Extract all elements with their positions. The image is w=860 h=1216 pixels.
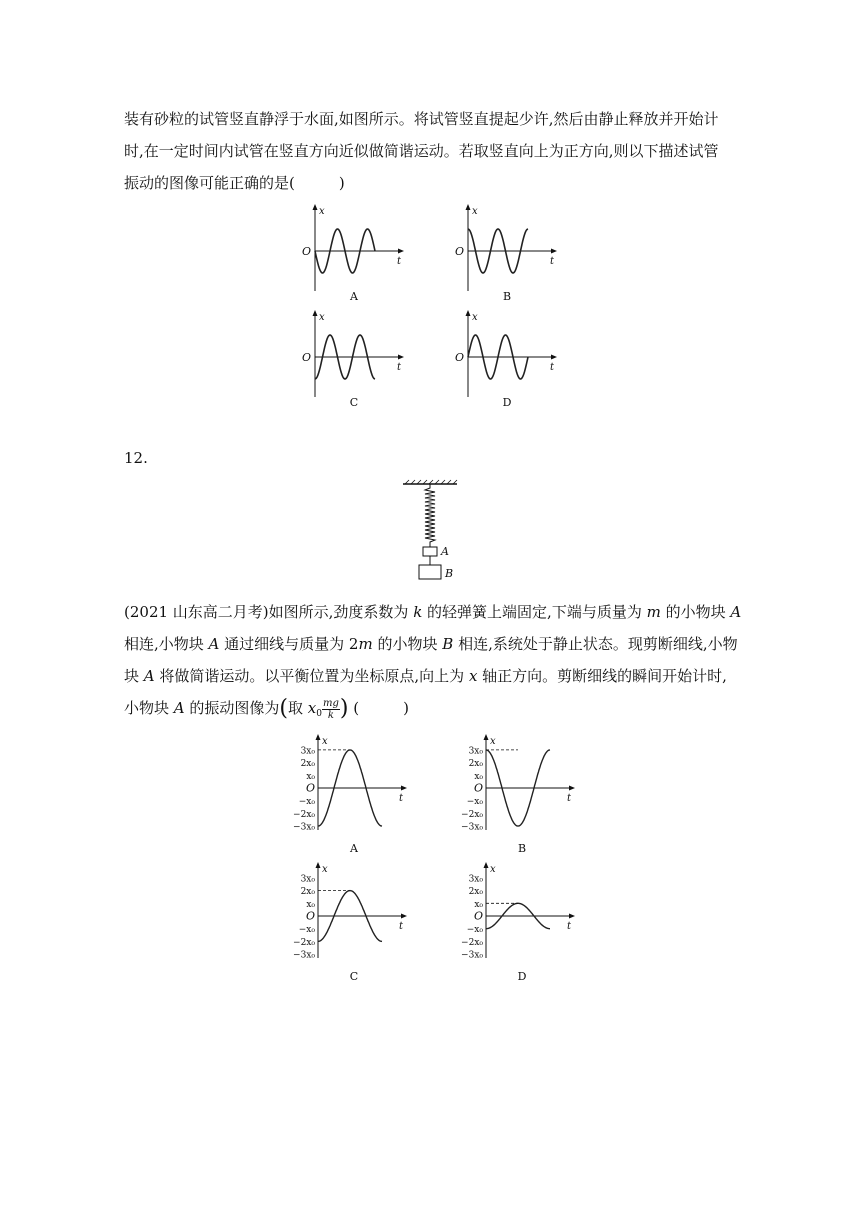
x-axis-label: t — [567, 793, 572, 804]
x-axis-label: t — [397, 362, 402, 373]
tick-label: −x₀ — [466, 797, 483, 808]
tick-label: 2x₀ — [468, 759, 483, 770]
q12-graph-a — [280, 734, 410, 854]
x-axis-label: t — [567, 921, 572, 932]
tick-label: O — [305, 781, 315, 795]
q12-k: k — [413, 603, 423, 621]
tick-label: 3x₀ — [468, 746, 483, 757]
x-axis-arrow — [551, 249, 557, 254]
q12-answer-close: ) — [403, 699, 409, 717]
label-a: A — [441, 545, 449, 558]
q12-l2a: 相连,小物块 — [124, 635, 209, 653]
q12-l2c: 的小物块 — [372, 635, 443, 653]
q11-line1: 装有砂粒的试管竖直静浮于水面,如图所示。将试管竖直提起少许,然后由静止释放并开始计 — [124, 110, 719, 128]
q12-l3c: 轴正方向。剪断细线的瞬间开始计时, — [477, 667, 727, 685]
y-axis-label: x — [322, 864, 328, 875]
q12-l2d: 相连,系统处于静止状态。现剪断细线,小物 — [453, 635, 738, 653]
q12-A1: A — [730, 603, 742, 621]
q12-frac-num: mg — [322, 697, 339, 709]
y-axis-arrow — [466, 204, 471, 210]
q12-l4a: 小物块 — [124, 699, 174, 717]
y-axis-arrow — [316, 734, 321, 740]
option-label: D — [517, 970, 527, 983]
tick-label: −x₀ — [466, 925, 483, 936]
tick-label: O — [305, 909, 315, 923]
q11-graph-b — [453, 204, 563, 304]
q12-stem — [124, 596, 744, 730]
option-label: A — [350, 842, 358, 855]
q12-open-paren: ( — [279, 696, 288, 721]
y-axis-arrow — [484, 862, 489, 868]
q11-stem — [124, 103, 744, 199]
q12-graph-b — [448, 734, 578, 854]
block-a — [423, 547, 437, 556]
y-axis-label: x — [319, 206, 325, 217]
q12-close-paren-big: ) — [339, 696, 349, 721]
y-axis-label: x — [472, 312, 478, 323]
x-axis-label: t — [550, 362, 555, 373]
tick-label: x₀ — [474, 771, 483, 782]
tick-label: −x₀ — [298, 925, 315, 936]
tick-label: O — [473, 781, 483, 795]
q12-B: B — [442, 635, 454, 653]
y-axis-arrow — [466, 310, 471, 316]
q12-graph-c — [280, 862, 410, 982]
q12-l1c: 的小物块 — [660, 603, 731, 621]
q12-l2b: 通过细线与质量为 2 — [219, 635, 359, 653]
q12-x: x — [468, 667, 478, 685]
q12-A4: A — [173, 699, 185, 717]
option-label: C — [349, 970, 359, 983]
x-axis-label: t — [397, 256, 402, 267]
q11-line3: 振动的图像可能正确的是( — [124, 174, 295, 192]
q12-number: 12. — [124, 449, 148, 467]
tick-label: 3x₀ — [468, 874, 483, 885]
tick-label: −2x₀ — [461, 937, 483, 948]
tick-label: −2x₀ — [461, 809, 483, 820]
tick-label: −2x₀ — [293, 809, 315, 820]
y-axis-label: x — [490, 864, 496, 875]
q11-graph-d — [453, 310, 563, 410]
tick-label: −3x₀ — [293, 822, 315, 833]
q12-fraction — [322, 698, 340, 721]
q12-A2: A — [208, 635, 220, 653]
origin-label: O — [455, 351, 465, 364]
q12-l3b: 将做简谐运动。以平衡位置为坐标原点,向上为 — [154, 667, 469, 685]
tick-label: 3x₀ — [300, 746, 315, 757]
q12-m: m — [646, 603, 661, 621]
x-axis-arrow — [569, 914, 575, 919]
tick-label: −3x₀ — [461, 950, 483, 961]
y-axis-arrow — [316, 862, 321, 868]
tick-label: x₀ — [306, 771, 315, 782]
tick-label: x₀ — [306, 899, 315, 910]
x-axis-label: t — [399, 793, 404, 804]
tick-label: −3x₀ — [293, 950, 315, 961]
option-label: B — [502, 290, 512, 303]
tick-label: 2x₀ — [300, 759, 315, 770]
origin-label: O — [302, 351, 312, 364]
tick-label: x₀ — [474, 899, 483, 910]
block-b — [419, 565, 441, 579]
label-b: B — [445, 567, 454, 580]
q12-take: 取 — [288, 699, 308, 717]
q12-frac-den: k — [327, 709, 334, 721]
tick-label: −x₀ — [298, 797, 315, 808]
tick-label: −2x₀ — [293, 937, 315, 948]
y-axis-arrow — [484, 734, 489, 740]
x-axis-arrow — [569, 786, 575, 791]
q12-x0: x — [307, 699, 317, 717]
x-axis-label: t — [399, 921, 404, 932]
origin-label: O — [455, 245, 465, 258]
q12-answer-open: ( — [353, 699, 360, 717]
q12-l4b: 的振动图像为 — [184, 699, 280, 717]
q12-l1a: (2021 山东高二月考)如图所示,劲度系数为 — [124, 603, 414, 621]
tick-label: 3x₀ — [300, 874, 315, 885]
x-axis-arrow — [551, 355, 557, 360]
y-axis-arrow — [313, 204, 318, 210]
q12-m2: m — [358, 635, 373, 653]
x-axis-arrow — [401, 786, 407, 791]
y-axis-label: x — [472, 206, 478, 217]
spring — [425, 484, 435, 547]
q11-graph-c — [300, 310, 410, 410]
q12-x0-sub: 0 — [316, 709, 322, 719]
tick-label: 2x₀ — [468, 887, 483, 898]
tick-label: O — [473, 909, 483, 923]
x-axis-arrow — [398, 355, 404, 360]
x-axis-arrow — [401, 914, 407, 919]
origin-label: O — [302, 245, 312, 258]
x-axis-arrow — [398, 249, 404, 254]
q12-spring-figure — [395, 478, 465, 588]
y-axis-label: x — [319, 312, 325, 323]
x-axis-label: t — [550, 256, 555, 267]
q11-close-paren: ) — [338, 174, 345, 192]
option-label: D — [502, 396, 512, 409]
option-label: A — [350, 290, 358, 303]
y-axis-label: x — [490, 736, 496, 747]
y-axis-arrow — [313, 310, 318, 316]
q12-l3a: 块 — [124, 667, 144, 685]
option-label: B — [517, 842, 527, 855]
q11-graph-a — [300, 204, 410, 304]
q12-graph-d — [448, 862, 578, 982]
option-label: C — [349, 396, 359, 409]
q12-l1b: 的轻弹簧上端固定,下端与质量为 — [422, 603, 647, 621]
q11-line2: 时,在一定时间内试管在竖直方向近似做简谐运动。若取竖直向上为正方向,则以下描述试管 — [124, 142, 719, 160]
tick-label: 2x₀ — [300, 887, 315, 898]
tick-label: −3x₀ — [461, 822, 483, 833]
y-axis-label: x — [322, 736, 328, 747]
q12-A3: A — [143, 667, 155, 685]
